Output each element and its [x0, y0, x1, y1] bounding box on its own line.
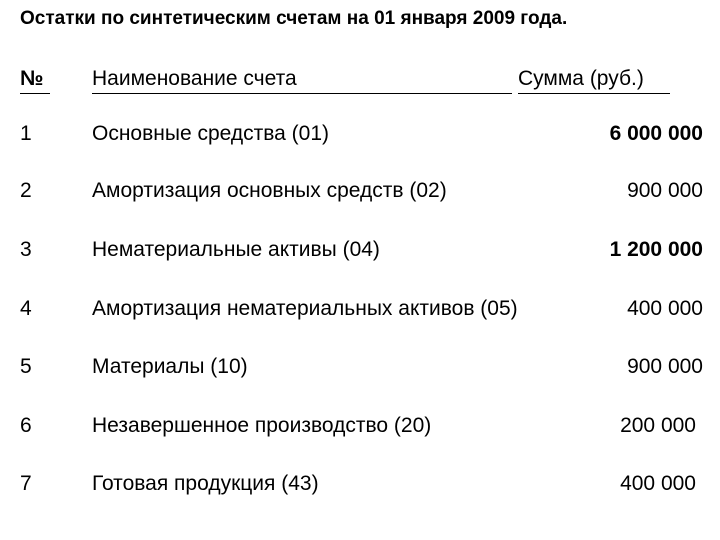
header-underline-name [92, 93, 512, 94]
row-number: 5 [20, 355, 32, 378]
account-name: Незавершенное производство (20) [92, 414, 432, 437]
account-sum: 900 000 [627, 355, 703, 378]
account-sum: 200 000 [620, 414, 696, 437]
account-sum: 900 000 [627, 179, 703, 202]
account-name: Материалы (10) [92, 355, 248, 378]
page-title: Остатки по синтетическим счетам на 01 января 2009 года. [20, 8, 568, 29]
row-number: 1 [20, 122, 32, 145]
row-number: 7 [20, 472, 32, 495]
table-row [0, 355, 720, 385]
row-number: 4 [20, 297, 32, 320]
table-row [0, 414, 720, 444]
column-header-name: Наименование счета [92, 67, 297, 90]
column-header-number: № [20, 67, 44, 90]
account-name: Амортизация основных средств (02) [92, 179, 447, 202]
header-underline-sum [518, 93, 670, 94]
account-name: Готовая продукция (43) [92, 472, 319, 495]
table-row [0, 179, 720, 209]
header-underline-number [20, 93, 50, 94]
table-row [0, 238, 720, 268]
column-header-sum: Сумма (руб.) [518, 67, 644, 90]
table-header [0, 67, 720, 95]
account-name: Амортизация нематериальных активов (05) [92, 297, 518, 320]
row-number: 6 [20, 414, 32, 437]
account-sum: 400 000 [627, 297, 703, 320]
table-row [0, 297, 720, 327]
account-sum: 1 200 000 [609, 238, 703, 261]
account-name: Нематериальные активы (04) [92, 238, 380, 261]
account-sum: 400 000 [620, 472, 696, 495]
account-sum: 6 000 000 [609, 122, 703, 145]
row-number: 3 [20, 238, 32, 261]
table-row [0, 122, 720, 152]
account-name: Основные средства (01) [92, 122, 330, 145]
row-number: 2 [20, 179, 32, 202]
table-row [0, 472, 720, 502]
